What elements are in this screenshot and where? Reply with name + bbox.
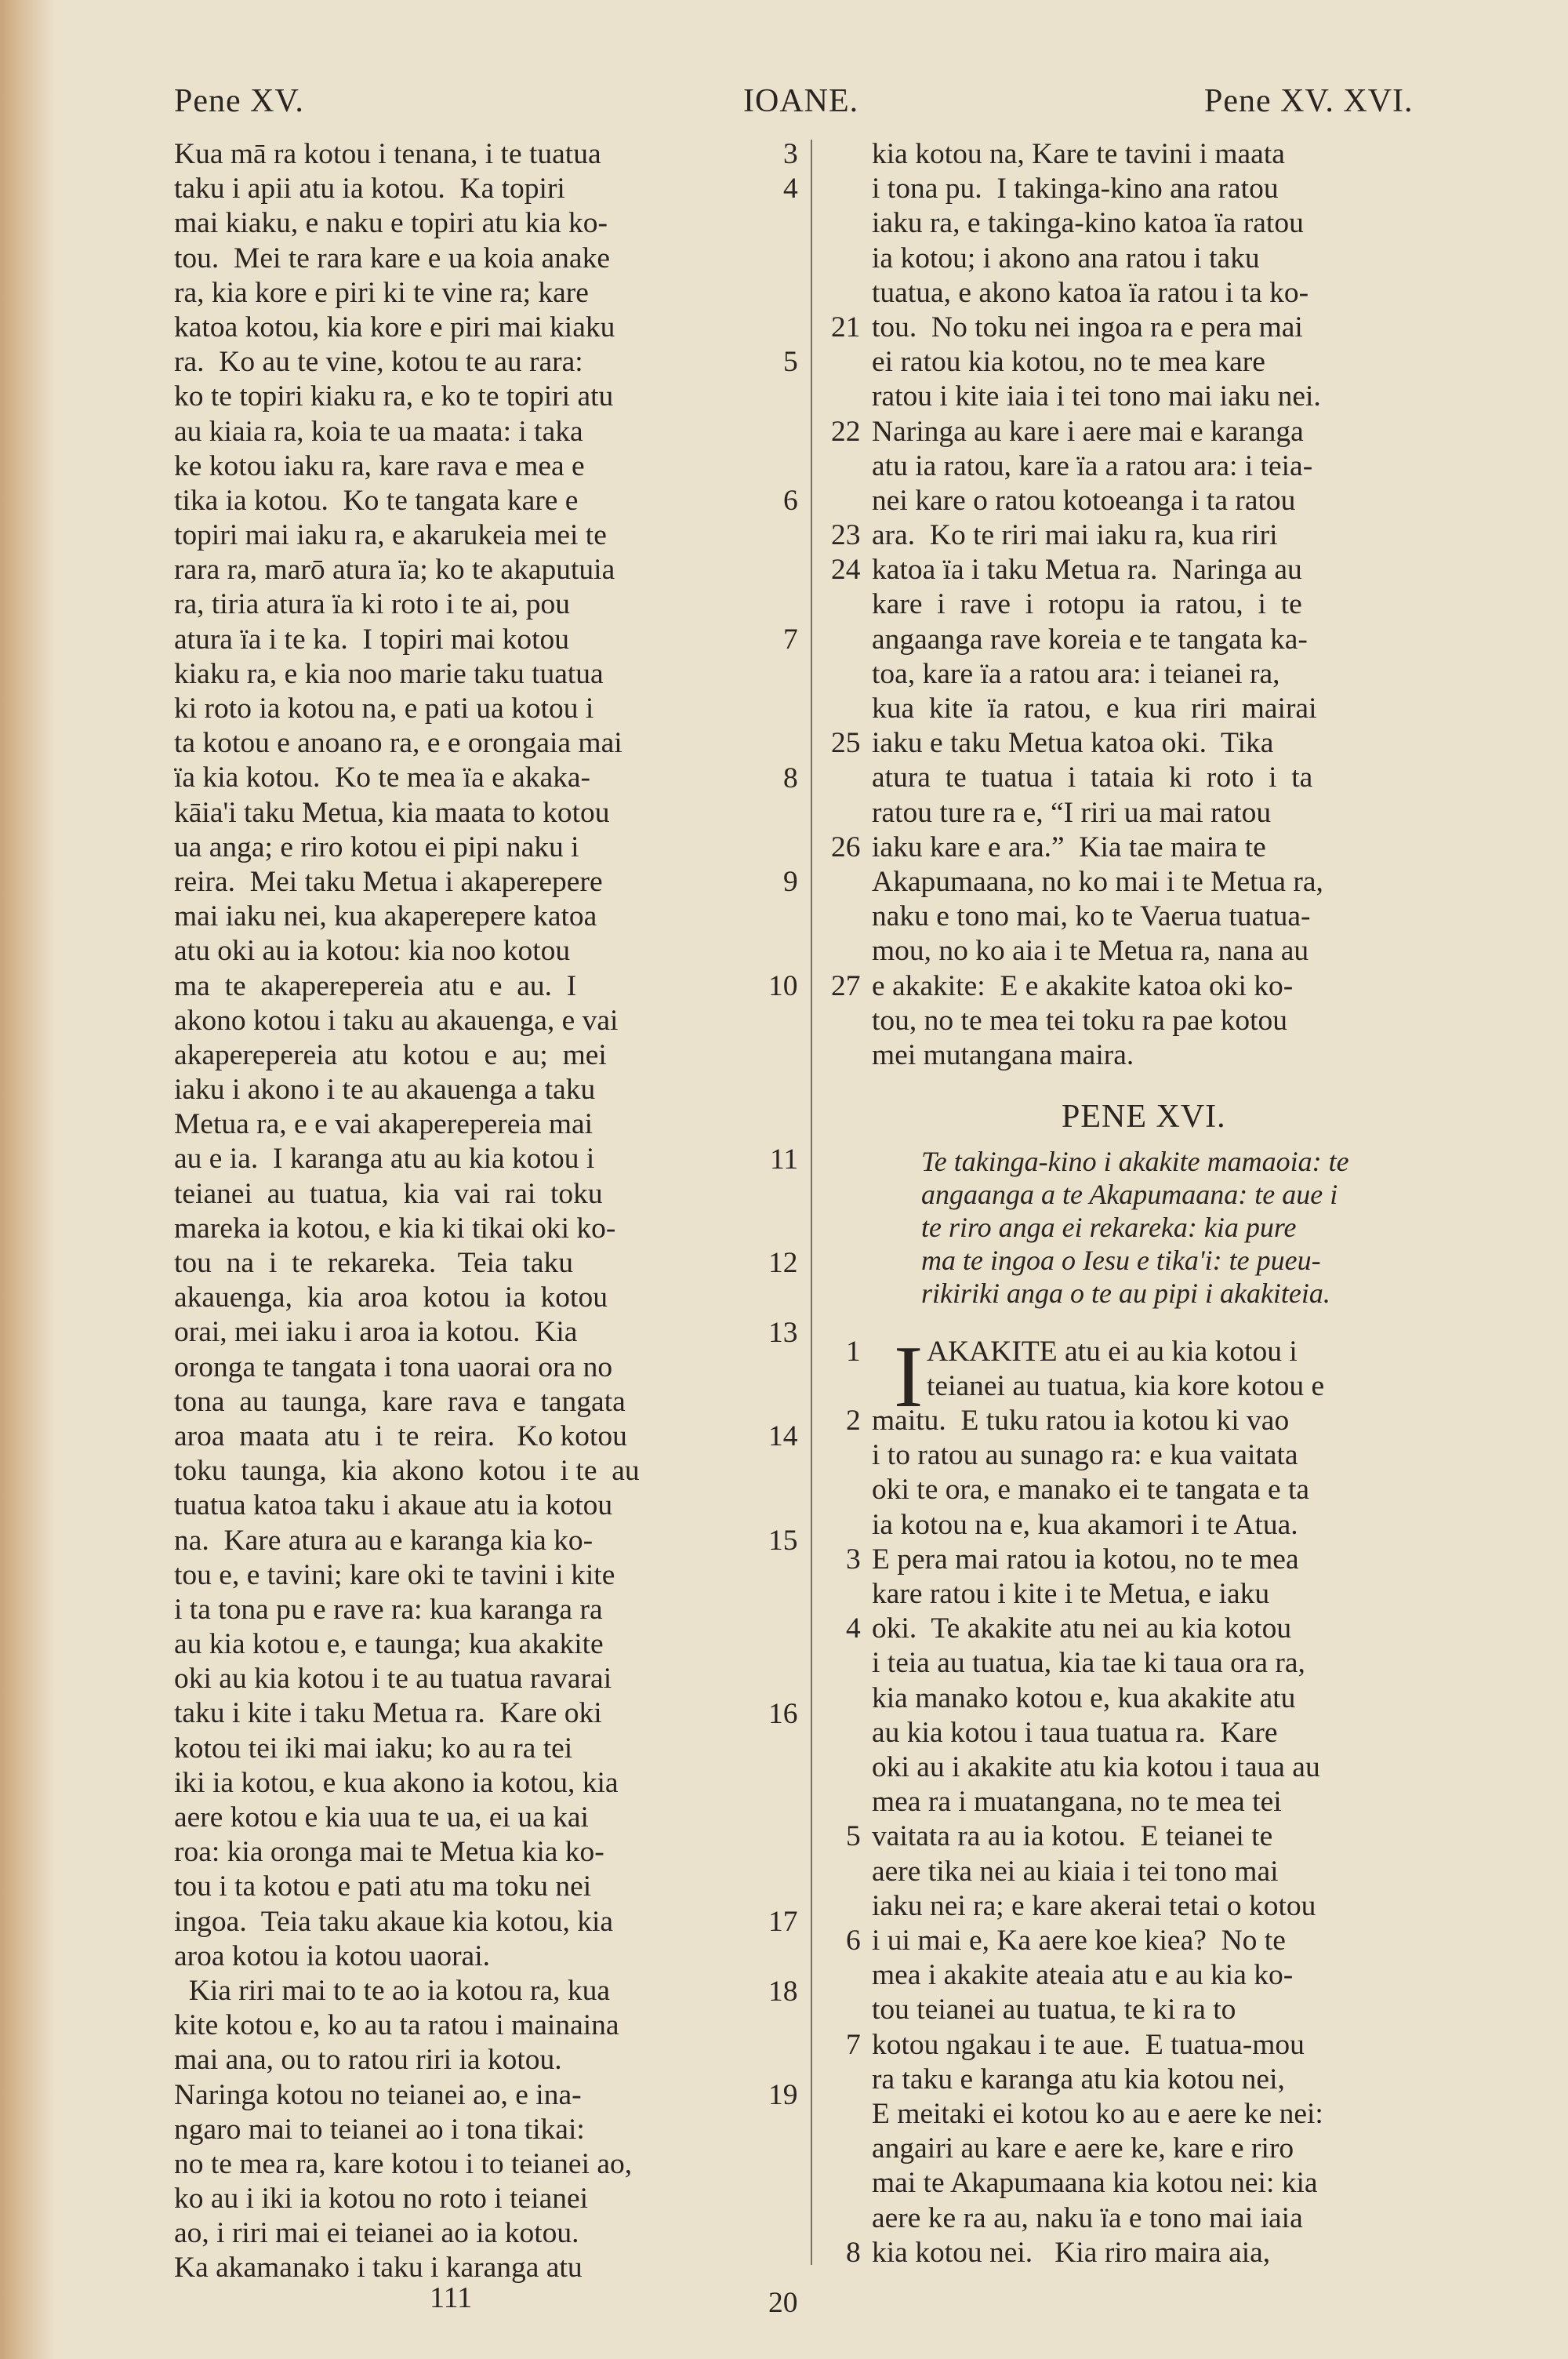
text-line: nei kare o ratou kotoeanga i ta ratou bbox=[872, 484, 1296, 517]
running-head-center: IOANE. bbox=[743, 83, 859, 119]
text-line: mea i akakite ateaia atu e au kia ko- bbox=[872, 1959, 1294, 1992]
text-line: aroa kotou ia kotou uaorai. bbox=[174, 1939, 490, 1972]
text-line: ko te topiri kiaku ra, e ko te topiri atu bbox=[174, 380, 614, 413]
verse-number: 7 bbox=[846, 2028, 861, 2061]
text-line: atura ïa i te ka. I topiri mai kotou bbox=[174, 623, 570, 656]
text-line: mareka ia kotou, e kia ki tikai oki ko- bbox=[174, 1212, 616, 1245]
verse-number: 11 bbox=[770, 1143, 799, 1176]
verse-number: 5 bbox=[783, 346, 798, 379]
text-line: Ka akamanako i taku i karanga atu bbox=[174, 2252, 583, 2284]
text-line: i ui mai e, Ka aere koe kiea? No te bbox=[872, 1925, 1286, 1957]
verse-number: 21 bbox=[831, 311, 861, 343]
text-line: kia kotou na, Kare te tavini i maata bbox=[872, 138, 1285, 170]
text-line: atu ia ratou, kare ïa a ratou ara: i teia- bbox=[872, 449, 1313, 482]
text-line: aere kotou e kia uua te ua, ei ua kai bbox=[174, 1801, 589, 1834]
text-line: i tona pu. I takinga-kino ana ratou bbox=[872, 173, 1279, 205]
text-line: i teia au tuatua, kia tae ki taua ora ra, bbox=[872, 1647, 1305, 1680]
text-line: kare ratou i kite i te Metua, e iaku bbox=[872, 1578, 1270, 1611]
text-line: maitu. E tuku ratou ia kotou ki vao bbox=[872, 1405, 1290, 1437]
text-line: angairi au kare e aere ke, kare e riro bbox=[872, 2132, 1294, 2165]
running-head-right: Pene XV. XVI. bbox=[1204, 83, 1414, 119]
text-line: na. Kare atura au e karanga kia ko- bbox=[174, 1524, 593, 1557]
text-line: ingoa. Teia taku akaue kia kotou, kia bbox=[174, 1905, 614, 1938]
text-line: rara ra, marō atura ïa; ko te akaputuia bbox=[174, 554, 615, 587]
right-column-text-top bbox=[872, 137, 1468, 1073]
page-edge-shadow bbox=[0, 0, 55, 2359]
summary-line: Te takinga-kino i akakite mamaoia: te bbox=[921, 1146, 1349, 1177]
text-line: kotou ngakau i te aue. E tuatua-mou bbox=[872, 2028, 1305, 2061]
text-line: au kia kotou i taua tuatua ra. Kare bbox=[872, 1716, 1278, 1749]
verse-number: 9 bbox=[783, 866, 798, 899]
verse-number: 3 bbox=[846, 1543, 861, 1576]
text-line: toa, kare ïa a ratou ara: i teianei ra, bbox=[872, 657, 1280, 690]
summary-line: angaanga a te Akapumaana: te aue i bbox=[921, 1179, 1338, 1210]
text-line: ra. Ko au te vine, kotou te au rara: bbox=[174, 346, 583, 379]
text-line: tuatua, e akono katoa ïa ratou i ta ko- bbox=[872, 276, 1309, 309]
text-line: Metua ra, e e vai akaperepereia mai bbox=[174, 1108, 593, 1141]
text-line: kāia'i taku Metua, kia maata to kotou bbox=[174, 796, 610, 829]
text-line: au kiaia ra, koia te ua maata: i taka bbox=[174, 415, 583, 448]
text-line: tou na i te rekareka. Teia taku bbox=[174, 1247, 573, 1279]
verse-number: 22 bbox=[831, 415, 861, 448]
text-line: tou, no te mea tei toku ra pae kotou bbox=[872, 1004, 1288, 1037]
text-line: reira. Mei taku Metua i akaperepere bbox=[174, 865, 603, 898]
text-line: iaku i akono i te au akauenga a taku bbox=[174, 1074, 596, 1107]
verse-number: 8 bbox=[846, 2236, 861, 2269]
text-line: taku i apii atu ia kotou. Ka topiri bbox=[174, 173, 565, 205]
text-line: tuatua katoa taku i akaue atu ia kotou bbox=[174, 1489, 613, 1522]
text-line: tou. No toku nei ingoa ra e pera mai bbox=[872, 311, 1303, 343]
text-line: katoa ïa i taku Metua ra. Naringa au bbox=[872, 554, 1302, 587]
text-line: ma te akaperepereia atu e au. I bbox=[174, 969, 577, 1002]
text-line: mei mutangana maira. bbox=[872, 1038, 1134, 1071]
verse-number: 12 bbox=[768, 1247, 798, 1280]
verse-number: 10 bbox=[768, 969, 798, 1002]
text-line: ara. Ko te riri mai iaku ra, kua riri bbox=[872, 519, 1278, 552]
text-line: teianei au tuatua, kia kore kotou e bbox=[927, 1370, 1325, 1403]
running-head-left: Pene XV. bbox=[174, 83, 304, 119]
text-line: ta kotou e anoano ra, e e orongaia mai bbox=[174, 727, 622, 760]
verse-number: 2 bbox=[846, 1405, 861, 1437]
text-line: kite kotou e, ko au ta ratou i mainaina bbox=[174, 2009, 619, 2042]
text-line: ua anga; e riro kotou ei pipi naku i bbox=[174, 831, 579, 863]
text-line: roa: kia oronga mai te Metua kia ko- bbox=[174, 1836, 604, 1869]
text-line: Naringa au kare i aere mai e karanga bbox=[872, 415, 1304, 448]
text-line: oki au i akakite atu kia kotou i taua au bbox=[872, 1751, 1320, 1784]
verse-number: 7 bbox=[783, 623, 798, 656]
text-line: ra taku e karanga atu kia kotou nei, bbox=[872, 2063, 1285, 2095]
text-line: atu oki au ia kotou: kia noo kotou bbox=[174, 935, 571, 968]
text-line: mou, no ko aia i te Metua ra, nana au bbox=[872, 935, 1309, 968]
verse-number: 18 bbox=[768, 1975, 798, 2008]
text-line: ko au i iki ia kotou no roto i teianei bbox=[174, 2183, 589, 2215]
right-column-text-bottom bbox=[872, 1404, 1323, 2270]
page-number: 111 bbox=[430, 2281, 473, 2314]
verse-number: 23 bbox=[831, 519, 861, 552]
verse-number: 20 bbox=[768, 2287, 798, 2320]
text-line: akaperepereia atu kotou e au; mei bbox=[174, 1038, 607, 1071]
text-line: toku taunga, kia akono kotou i te au bbox=[174, 1455, 640, 1488]
text-line: kiaku ra, e kia noo marie taku tuatua bbox=[174, 657, 604, 690]
text-line: ngaro mai to teianei ao i tona tikai: bbox=[174, 2113, 585, 2146]
text-line: e akakite: E e akakite katoa oki ko- bbox=[872, 969, 1294, 1002]
text-line: au kia kotou e, e taunga; kua akakite bbox=[174, 1628, 604, 1661]
text-line: iaku ra, e takinga-kino katoa ïa ratou bbox=[872, 207, 1304, 240]
text-line: aroa maata atu i te reira. Ko kotou bbox=[174, 1419, 627, 1452]
left-column-text bbox=[174, 137, 793, 2286]
text-line: aere ke ra au, naku ïa e tono mai iaia bbox=[872, 2201, 1303, 2234]
text-line: no te mea ra, kare kotou i to teianei ao, bbox=[174, 2147, 633, 2180]
text-line: iaku e taku Metua katoa oki. Tika bbox=[872, 727, 1274, 760]
text-line: teianei au tuatua, kia vai rai toku bbox=[174, 1177, 603, 1210]
text-line: mai iaku nei, kua akaperepere katoa bbox=[174, 900, 597, 933]
text-line: ao, i riri mai ei teianei ao ia kotou. bbox=[174, 2217, 579, 2250]
text-line: akauenga, kia aroa kotou ia kotou bbox=[174, 1281, 608, 1314]
text-line: aere tika nei au kiaia i tei tono mai bbox=[872, 1855, 1279, 1888]
verse-number: 14 bbox=[768, 1420, 798, 1453]
verse-number: 26 bbox=[831, 831, 861, 863]
text-line: iaku kare e ara.” Kia tae maira te bbox=[872, 831, 1266, 863]
text-line: kotou tei iki mai iaku; ko au ra tei bbox=[174, 1732, 573, 1765]
verse-number: 17 bbox=[768, 1906, 798, 1939]
verse-number: 25 bbox=[831, 727, 861, 760]
summary-line: rikiriki anga o te au pipi i akakiteia. bbox=[921, 1278, 1330, 1309]
verse-number: 27 bbox=[831, 969, 861, 1002]
text-line: mai te Akapumaana kia kotou nei: kia bbox=[872, 2167, 1318, 2200]
text-line: tou. Mei te rara kare e ua koia anake bbox=[174, 242, 610, 274]
text-line: ra, kia kore e piri ki te vine ra; kare bbox=[174, 276, 589, 309]
text-line: mai ana, ou to ratou riri ia kotou. bbox=[174, 2044, 562, 2077]
text-line: ra, tiria atura ïa ki roto i te ai, pou bbox=[174, 588, 571, 621]
verse-number: 6 bbox=[846, 1925, 861, 1957]
text-line: Kia riri mai to te ao ia kotou ra, kua bbox=[174, 1974, 611, 2007]
text-line: oki au kia kotou i te au tuatua ravarai bbox=[174, 1663, 612, 1696]
text-line: vaitata ra au ia kotou. E teianei te bbox=[872, 1820, 1273, 1853]
chapter-opening-lines bbox=[927, 1335, 1324, 1404]
text-line: oki te ora, e manako ei te tangata e ta bbox=[872, 1474, 1310, 1507]
summary-line: te riro anga ei rekareka: kia pure bbox=[921, 1212, 1297, 1243]
text-line: naku e tono mai, ko te Vaerua tuatua- bbox=[872, 900, 1311, 933]
chapter-summary bbox=[921, 1145, 1470, 1310]
text-line: Naringa kotou no teianei ao, e ina- bbox=[174, 2078, 582, 2111]
text-line: tona au taunga, kare rava e tangata bbox=[174, 1385, 626, 1418]
text-line: oronga te tangata i tona uaorai ora no bbox=[174, 1350, 613, 1383]
text-line: ki roto ia kotou na, e pati ua kotou i bbox=[174, 692, 594, 725]
text-line: ratou ture ra e, “I riri ua mai ratou bbox=[872, 796, 1272, 829]
text-line: akono kotou i taku au akauenga, e vai bbox=[174, 1004, 619, 1037]
text-line: tou i ta kotou e pati atu ma toku nei bbox=[174, 1870, 592, 1903]
text-line: i ta tona pu e rave ra: kua karanga ra bbox=[174, 1593, 603, 1626]
text-line: angaanga rave koreia e te tangata ka- bbox=[872, 623, 1308, 656]
text-line: orai, mei iaku i aroa ia kotou. Kia bbox=[174, 1316, 578, 1349]
text-line: katoa kotou, kia kore e piri mai kiaku bbox=[174, 311, 615, 343]
text-line: tou teianei au tuatua, te ki ra to bbox=[872, 1994, 1236, 2026]
text-line: ïa kia kotou. Ko te mea ïa e akaka- bbox=[174, 761, 591, 794]
verse-number: 3 bbox=[783, 138, 798, 170]
verse-number: 8 bbox=[783, 761, 798, 794]
verse-number: 24 bbox=[831, 554, 861, 587]
text-line: ke kotou iaku ra, kare rava e mea e bbox=[174, 449, 585, 482]
text-line: mai kiaku, e naku e topiri atu kia ko- bbox=[174, 207, 608, 240]
text-line: AKAKITE atu ei au kia kotou i bbox=[927, 1336, 1298, 1368]
verse-number: 1 bbox=[846, 1335, 861, 1368]
text-line: ratou i kite iaia i tei tono mai iaku nei. bbox=[872, 380, 1321, 413]
text-line: tou e, e tavini; kare oki te tavini i kite bbox=[174, 1558, 615, 1591]
text-line: kia kotou nei. Kia riro maira aia, bbox=[872, 2236, 1271, 2269]
verse-number: 15 bbox=[768, 1525, 798, 1557]
verse-number: 4 bbox=[846, 1612, 861, 1645]
column-divider bbox=[811, 140, 812, 2265]
text-line: iaku nei ra; e kare akerai tetai o kotou bbox=[872, 1889, 1316, 1922]
verse-number: 5 bbox=[846, 1820, 861, 1853]
text-line: mea ra i muatangana, no te mea tei bbox=[872, 1786, 1282, 1819]
text-line: topiri mai iaku ra, e akarukeia mei te bbox=[174, 519, 607, 552]
verse-number: 16 bbox=[768, 1698, 798, 1730]
text-line: atura te tuatua i tataia ki roto i ta bbox=[872, 761, 1313, 794]
verse-number: 19 bbox=[768, 2079, 798, 2112]
verse-number: 13 bbox=[768, 1316, 798, 1349]
text-line: ei ratou kia kotou, no te mea kare bbox=[872, 346, 1265, 379]
drop-cap: I bbox=[894, 1329, 924, 1426]
text-line: Akapumaana, no ko mai i te Metua ra, bbox=[872, 865, 1323, 898]
verse-number: 6 bbox=[783, 485, 798, 517]
text-line: E meitaki ei kotou ko au e aere ke nei: bbox=[872, 2098, 1323, 2131]
text-line: ia kotou na e, kua akamori i te Atua. bbox=[872, 1508, 1298, 1541]
text-line: tika ia kotou. Ko te tangata kare e bbox=[174, 484, 579, 517]
text-line: kua kite ïa ratou, e kua riri mairai bbox=[872, 692, 1317, 725]
text-line: kia manako kotou e, kua akakite atu bbox=[872, 1681, 1296, 1714]
text-line: E pera mai ratou ia kotou, no te mea bbox=[872, 1543, 1299, 1576]
text-line: au e ia. I karanga atu au kia kotou i bbox=[174, 1143, 595, 1176]
text-line: i to ratou au sunago ra: e kua vaitata bbox=[872, 1439, 1298, 1472]
text-line: kare i rave i rotopu ia ratou, i te bbox=[872, 588, 1302, 621]
text-line: ia kotou; i akono ana ratou i taku bbox=[872, 242, 1260, 274]
text-line: Kua mā ra kotou i tenana, i te tuatua bbox=[174, 138, 601, 170]
text-line: taku i kite i taku Metua ra. Kare oki bbox=[174, 1697, 602, 1730]
text-line: iki ia kotou, e kua akono ia kotou, kia bbox=[174, 1766, 619, 1799]
text-line: oki. Te akakite atu nei au kia kotou bbox=[872, 1612, 1292, 1645]
chapter-title: PENE XVI. bbox=[1062, 1099, 1226, 1135]
verse-number: 4 bbox=[783, 173, 798, 205]
summary-line: ma te ingoa o Iesu e tika'i: te pueu- bbox=[921, 1245, 1321, 1276]
